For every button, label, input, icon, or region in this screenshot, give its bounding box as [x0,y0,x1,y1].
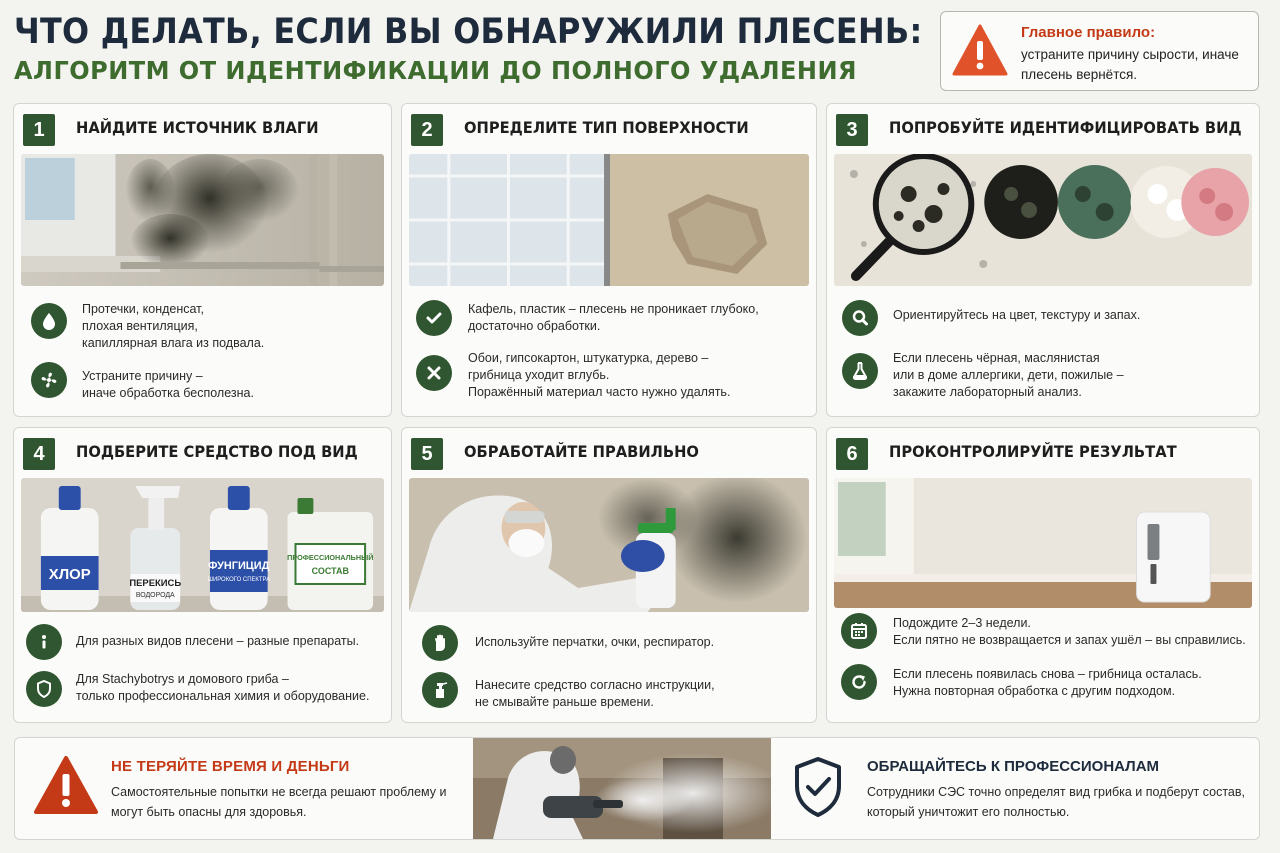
peroxide-sublabel: ВОДОРОДА [135,591,175,600]
water-drop-icon [31,303,67,339]
shield-icon [26,671,62,707]
step-card-2 [401,103,817,417]
step-4-point-1: Для разных видов плесени – разные препараты. [76,634,360,648]
chlor-label: ХЛОР [48,565,91,584]
magnifier-icon [842,300,878,336]
main-rule-box [940,11,1259,91]
warning-icon [951,22,1009,80]
step-number: 3 [836,114,868,146]
step-number: 1 [23,114,55,146]
fan-icon [31,362,67,398]
clean-room-photo [834,478,1252,608]
step-number: 6 [836,438,868,470]
step-4-point-2: Для Stachybotrys и домового гриба – только профессиональная химия и оборудование. [76,672,370,703]
page-title: ЧТО ДЕЛАТЬ, ЕСЛИ ВЫ ОБНАРУЖИЛИ ПЛЕСЕНЬ: [14,12,923,52]
step-2-point-2: Обои, гипсокартон, штукатурка, дерево – грибница уходит вглубь. Поражённый материал часто нужно удалять. [468,351,731,399]
step-5-point-2: Нанесите средство согласно инструкции, не смывайте раньше времени. [475,678,715,709]
shield-check-icon [793,756,843,818]
damp-wall-photo [21,154,384,286]
step-title: ОБРАБОТАЙТЕ ПРАВИЛЬНО [464,442,699,461]
fungicide-label: ФУНГИЦИД [208,559,270,573]
calendar-icon [841,613,877,649]
surface-types-photo [409,154,809,286]
step-title: ПРОКОНТРОЛИРУЙТЕ РЕЗУЛЬТАТ [889,442,1177,461]
professional-sublabel: СОСТАВ [311,565,349,577]
step-card-6 [826,427,1260,723]
step-number: 4 [23,438,55,470]
peroxide-label: ПЕРЕКИСЬ [129,577,182,590]
step-card-1 [13,103,392,417]
glove-icon [422,625,458,661]
step-title: ПОДБЕРИТЕ СРЕДСТВО ПОД ВИД [76,442,358,461]
step-1-point-1: Протечки, конденсат, плохая вентиляция, капиллярная влага из подвала. [82,302,265,350]
refresh-icon [841,664,877,700]
bottom-left-text: Самостоятельные попытки не всегда решают проблему и могут быть опасны для здоровья. [111,785,447,819]
fungicide-sublabel: ШИРОКОГО СПЕКТРА [207,576,271,584]
bottom-left-heading: НЕ ТЕРЯЙТЕ ВРЕМЯ И ДЕНЬГИ [111,758,350,775]
step-card-3 [826,103,1260,417]
mold-types-photo [834,154,1252,286]
treatment-photo [409,478,809,612]
step-1-point-2: Устраните причину – иначе обработка бесполезна. [82,369,254,400]
professional-label: ПРОФЕССИОНАЛЬНЫЙ [287,552,374,563]
step-number: 2 [411,114,443,146]
step-title: ОПРЕДЕЛИТЕ ТИП ПОВЕРХНОСТИ [464,118,749,137]
step-title: ПОПРОБУЙТЕ ИДЕНТИФИЦИРОВАТЬ ВИД [889,118,1242,137]
professional-fogging-photo [473,738,771,839]
step-3-point-2: Если плесень чёрная, маслянистая или в доме аллергики, дети, пожилые – закажите лабораторный анализ. [893,351,1124,399]
page-subtitle: АЛГОРИТМ ОТ ИДЕНТИФИКАЦИИ ДО ПОЛНОГО УДАЛЕНИЯ [14,56,858,85]
rule-heading: Главное правило: [1021,24,1156,41]
rule-text: устраните причину сырости, иначе плесень вернётся. [1021,47,1239,82]
step-2-point-1: Кафель, пластик – плесень не проникает глубоко, достаточно обработки. [468,302,759,333]
step-card-4 [13,427,392,723]
step-5-point-1: Используйте перчатки, очки, респиратор. [475,635,715,649]
warning-icon [33,754,99,816]
step-number: 5 [411,438,443,470]
step-title: НАЙДИТЕ ИСТОЧНИК ВЛАГИ [76,118,319,137]
products-photo [21,478,384,612]
step-card-5 [401,427,817,723]
step-3-point-1: Ориентируйтесь на цвет, текстуру и запах. [893,308,1141,322]
bottom-right-heading: ОБРАЩАЙТЕСЬ К ПРОФЕССИОНАЛАМ [867,758,1160,775]
flask-icon [842,353,878,389]
bottom-right-text: Сотрудники СЭС точно определят вид грибка и подберут состав, который уничтожит его полностью. [867,785,1245,819]
bottom-banner [14,737,1260,840]
check-icon [416,300,452,336]
info-icon [26,624,62,660]
step-6-point-1: Подождите 2–3 недели. Если пятно не возвращается и запах ушёл – вы справились. [893,616,1246,647]
cross-icon [416,355,452,391]
step-6-point-2: Если плесень появилась снова – грибница осталась. Нужна повторная обработка с другим подходом. [893,667,1202,698]
spray-bottle-icon [422,672,458,708]
